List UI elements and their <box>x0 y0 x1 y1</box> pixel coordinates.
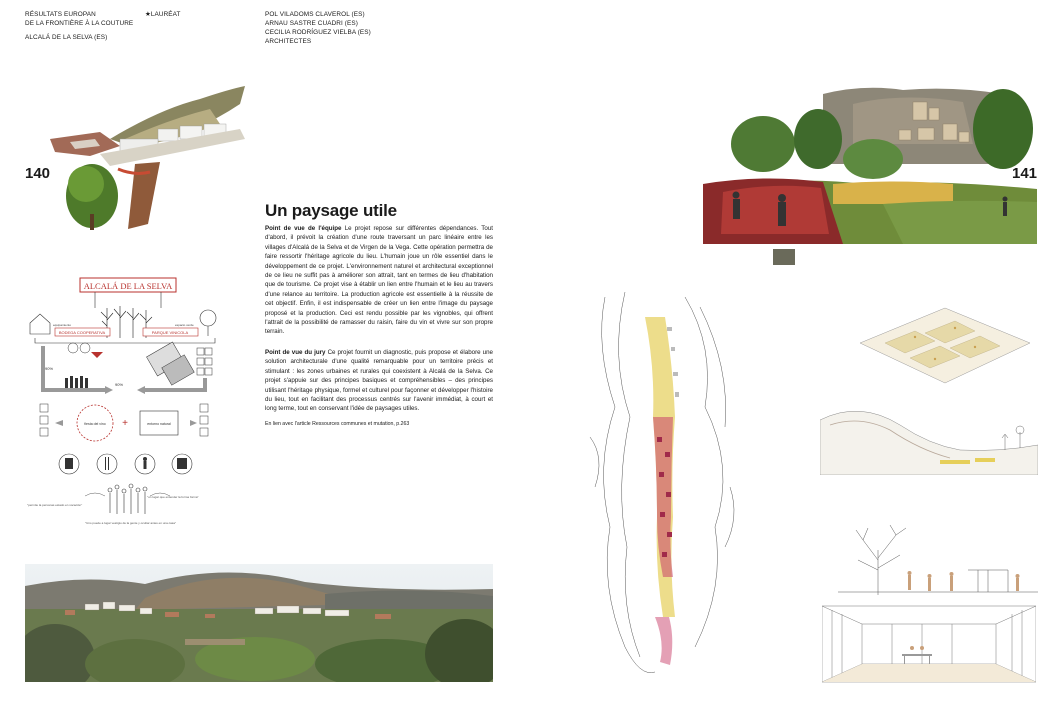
site-plan-drawing <box>585 287 745 682</box>
diagram-small-right: espacio verde <box>175 323 194 327</box>
interior-perspective-sketch <box>822 604 1036 684</box>
header-theme: DE LA FRONTIÈRE À LA COUTURE <box>25 20 134 27</box>
team-view-paragraph <box>265 224 493 337</box>
diagram-caption-left: "permite la personas estado en vocación" <box>27 503 83 507</box>
diagram-percent-b: 90% <box>115 382 124 387</box>
diagram-right-box: PARQUE VINICOLA <box>151 330 189 335</box>
diagram-center-left: fiesta del vino <box>84 422 106 426</box>
header-prize <box>145 10 181 19</box>
tree-scene-sketch <box>838 510 1038 600</box>
jury-view-text: Ce projet fournit un diagnostic, puis propose et élabore une solution architecturale d'une qualité remarquable pour un territoire précis et stimulant : les zones urbaines et rurales qui coexistent à Alcalá de la Selva. Ce projet s'appuie sur des principes basiques et compréhensibles – des principes utilisant l'héritage physique, formel et culturel pour façonner et développer l'histoire du lieu, tout en facilitant des processus centrés sur l'avenir immédiat, à court et long terme, tout en conservant l'idée de paysages utiles. <box>265 349 493 413</box>
concept-diagram <box>25 268 225 543</box>
diagram-small-left: equipamiento <box>53 323 72 327</box>
diagram-left-box: BODEGA COOPERATIVA <box>58 330 106 335</box>
article-title: Un paysage utile <box>265 201 397 220</box>
team-view-text: Le projet repose sur différentes dépendances. Tout d'abord, il prévoit la création d'une route traversant un parc linéaire entre les villages d'Alcalá de la Selva et de Virgen de la Vega. Cette opération permettra de faire ressortir l'héritage agricole du lieu. L'humain joue un rôle essentiel dans le développement de ce projet. L'environnement naturel et architectural exceptionnel de ce lieu ne suffit pas à améliorer son attrait, tant en termes de lieu d'habitation que de tourisme. Ce projet vise à établir un lien entre l'humain et le lieu au travers d'une relance au territoire. La production agricole est essentielle à la réussite de cet objectif. Enfin, il est indispensable de créer un lien entre l'image du paysage proposé et la production. Ceci est rendu possible par les vignobles, qui offrent l'attrait de la possibilité de ramasser du raisin, faire du vin et vivre sur son propre terrain. <box>265 225 493 336</box>
diagram-sign-text: ALCALÁ DE LA SELVA <box>83 281 173 291</box>
star-icon: ★ <box>145 11 151 18</box>
team-member: POL VILADOMS CLAVEROL (ES) <box>265 11 365 18</box>
diagram-caption-right: "un lugar que entender la forma forma" <box>147 495 199 499</box>
related-article-note: En lien avec l'article Ressources communes et mutation, p.263 <box>265 421 410 427</box>
diagram-percent-a: 90% <box>45 366 54 371</box>
plus-icon: + <box>122 418 128 429</box>
jury-view-paragraph <box>265 348 493 414</box>
landscape-section-drawing <box>820 390 1038 475</box>
prize-label: LAURÉAT <box>150 11 181 18</box>
village-collage-image <box>40 84 252 232</box>
header-publication: RÉSULTATS EUROPAN <box>25 11 96 18</box>
diagram-center-right: entorno natural <box>147 422 171 426</box>
team-role: ARCHITECTES <box>265 38 312 45</box>
team-member: ARNAU SASTRE CUADRI (ES) <box>265 20 358 27</box>
diagram-caption-bottom: "Uno puede a lugar vestigio de la gente y ocultar antes en una casa" <box>85 521 177 525</box>
header-team <box>265 10 371 46</box>
village-landscape-photo <box>25 564 493 682</box>
team-member: CECILIA RODRÍGUEZ VIELBA (ES) <box>265 29 371 36</box>
team-view-label: Point de vue de l'équipe <box>265 225 342 232</box>
vineyard-collage-image <box>703 84 1037 272</box>
jury-view-label: Point de vue du jury <box>265 349 326 356</box>
axonometric-drawing <box>855 303 1035 388</box>
header-location: ALCALÁ DE LA SELVA (ES) <box>25 34 108 41</box>
page-number-left: 140 <box>25 165 51 182</box>
header-left <box>25 10 133 42</box>
page-number-right: 141 <box>1012 165 1038 182</box>
